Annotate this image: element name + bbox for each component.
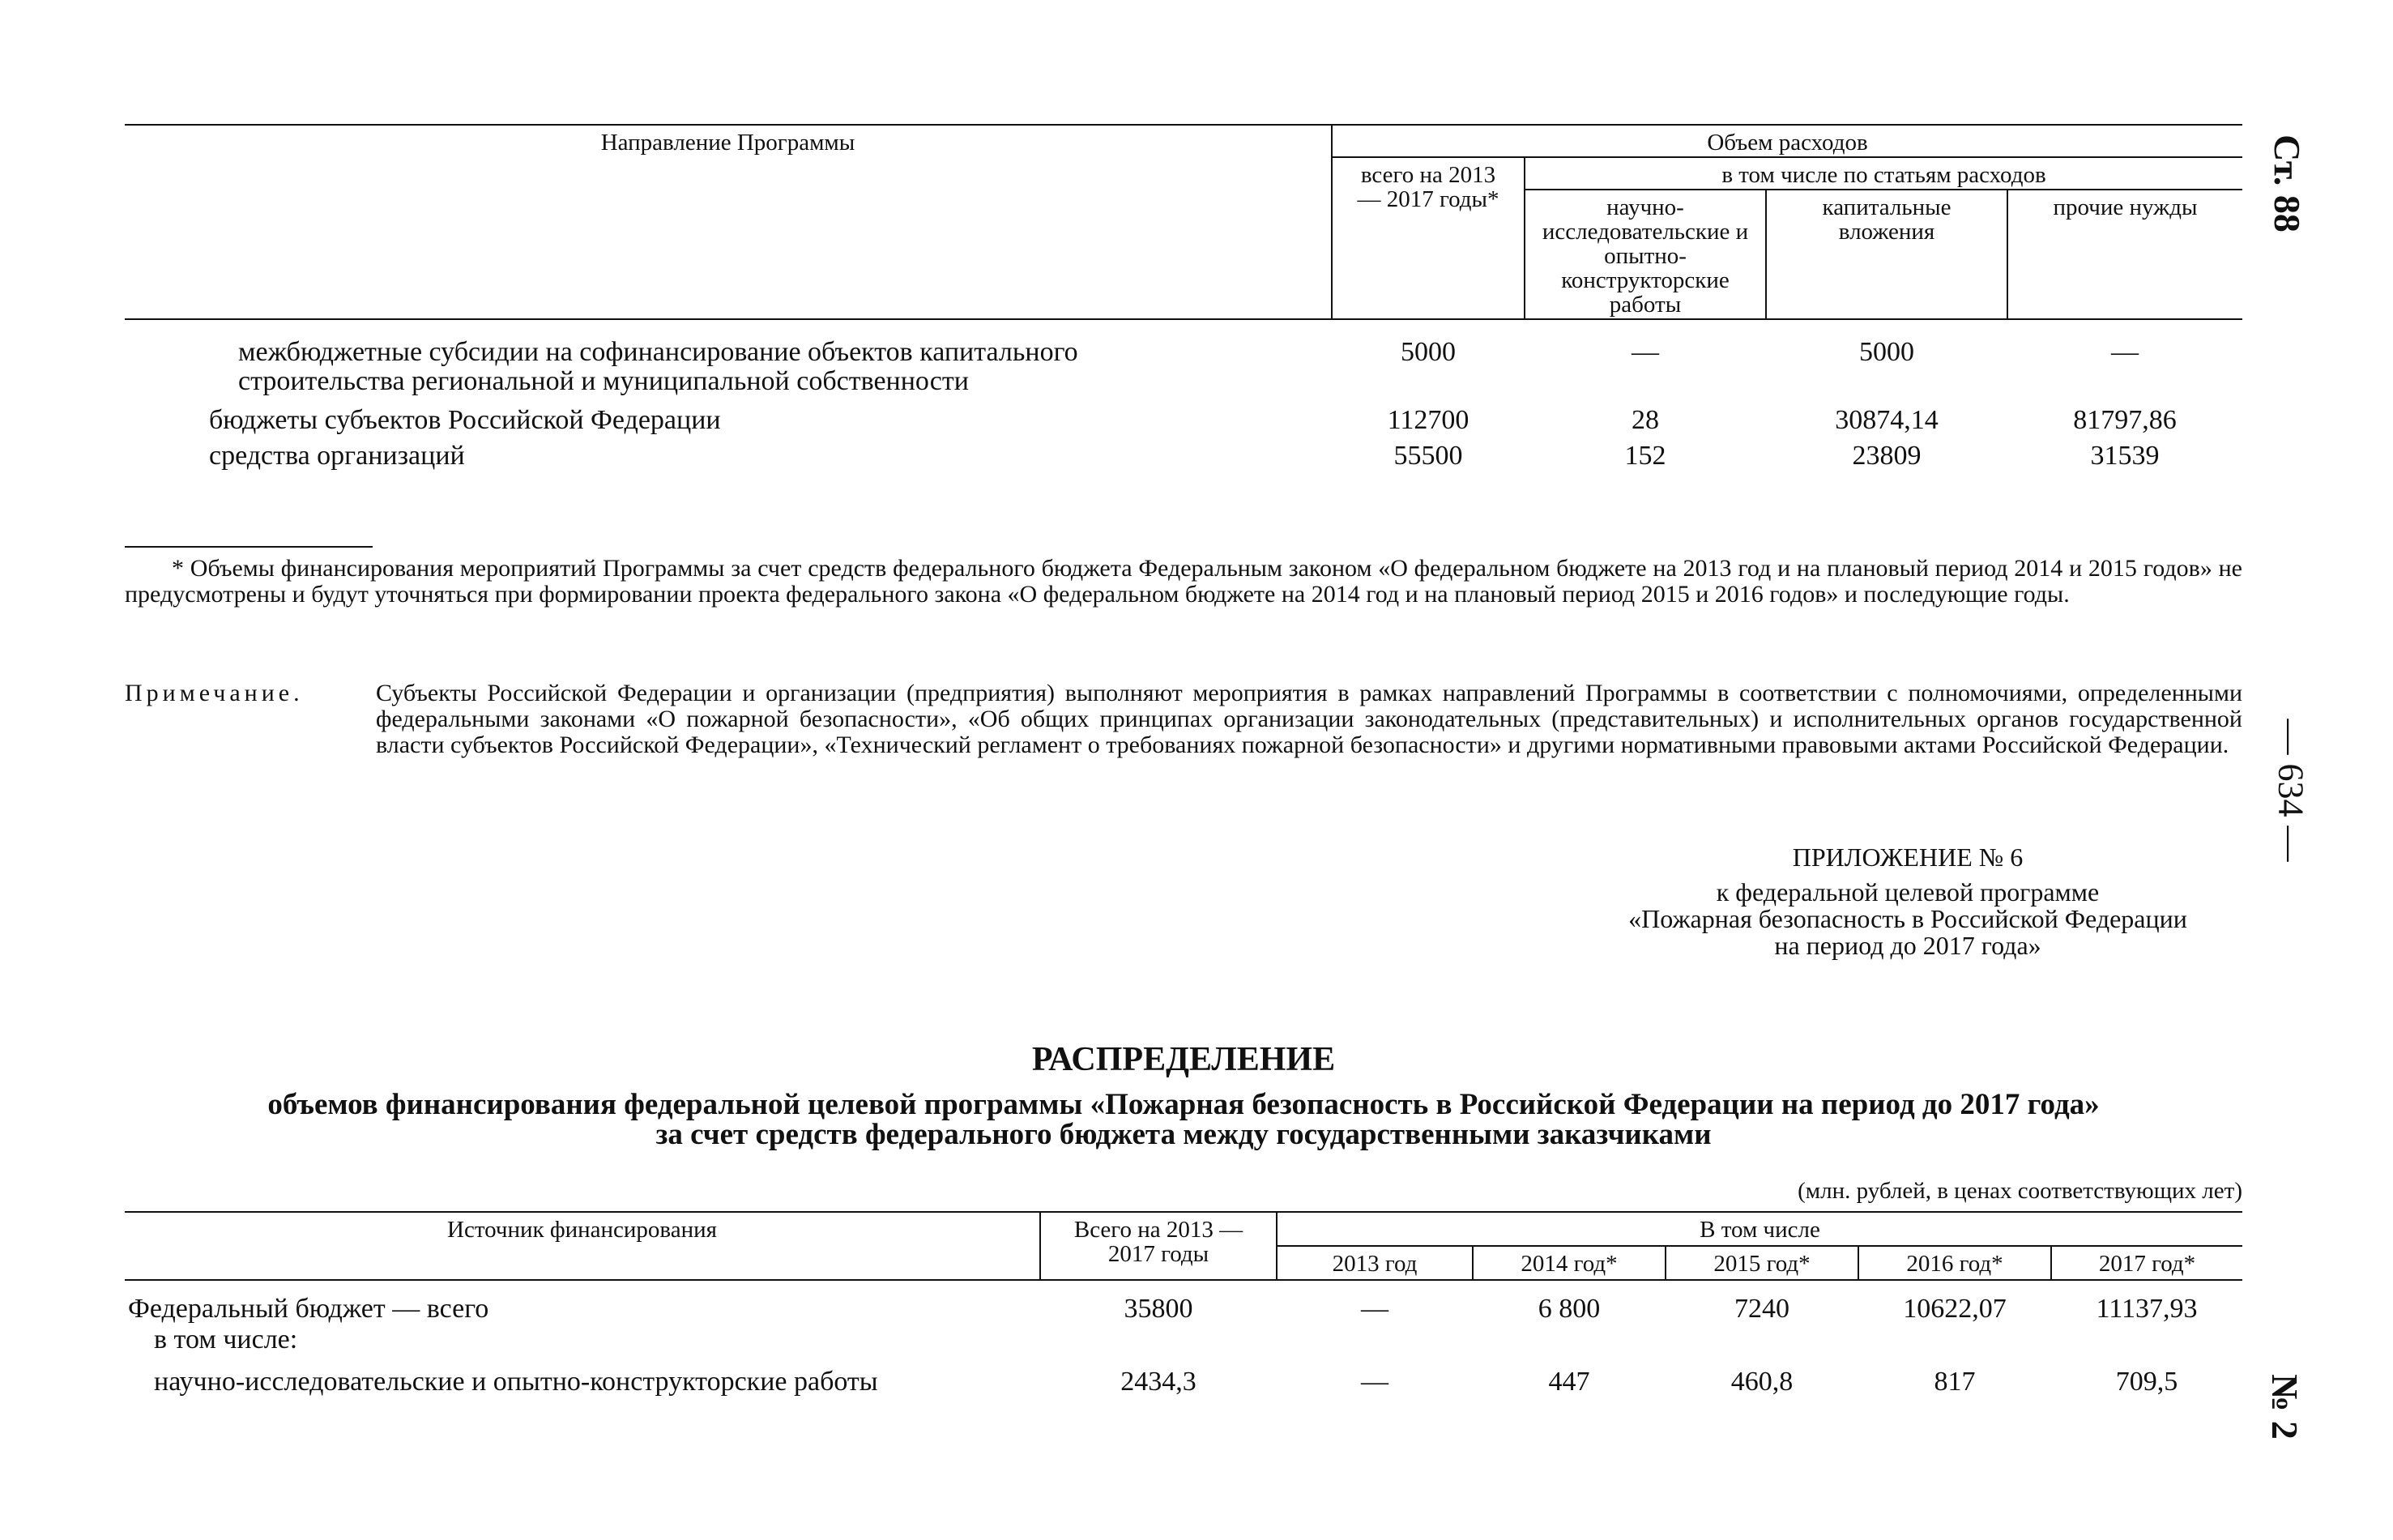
footnote: * Объемы финансирования мероприятий Программы за счет средств федерального бюджета Федеральным законом «О федеральном бюджете на 2013 год и на плановый период 2014 и 2015 годов» не предусмотрены и будут уточняться при формировании проекта федерального закона «О федеральном бюджете на 2014 год и на плановый период 2015 и 2016 годов» и последующие годы.: [125, 555, 2242, 608]
cell-2013: —: [1361, 1294, 1388, 1324]
col-source: Источник финансирования: [125, 1212, 1040, 1280]
cell-2017: 709,5: [2115, 1367, 2178, 1397]
row-name: межбюджетные субсидии на софинансирование объектов капитального строительства региональной и муниципальной собственности: [238, 337, 1078, 396]
cell-rnd: —: [1632, 337, 1659, 367]
row-name: средства организаций: [209, 441, 465, 471]
cell-total: 5000: [1401, 337, 1456, 367]
note-label: Примечание.: [125, 680, 304, 706]
col-including: В том числе: [1277, 1212, 2242, 1246]
cell-2014: 6 800: [1538, 1294, 1601, 1324]
table-row: [125, 435, 2242, 471]
col-volume: Объем расходов: [1332, 125, 2242, 157]
col-2016: 2016 год*: [1858, 1246, 2051, 1280]
appendix-line: на период до 2017 года»: [1774, 931, 2041, 960]
col-including: в том числе по статьям расходов: [1525, 157, 2242, 190]
col-other: прочие нужды: [2007, 190, 2242, 319]
cell-total: 112700: [1387, 405, 1469, 435]
cell-rnd: 28: [1632, 405, 1659, 435]
cell-2016: 817: [1934, 1367, 1976, 1397]
heading-main: РАСПРЕДЕЛЕНИЕ: [1031, 1041, 1336, 1078]
cell-capital: 30874,14: [1835, 405, 1939, 435]
cell-rnd: 152: [1624, 441, 1666, 471]
table-row: [125, 1355, 2242, 1397]
expense-table: [125, 124, 2242, 471]
cell-2017: [2051, 1325, 2242, 1355]
table-row: [125, 1280, 2242, 1325]
cell-other: 81797,86: [2073, 405, 2177, 435]
footnote-separator: [125, 546, 373, 548]
cell-2014: 447: [1548, 1367, 1590, 1397]
table-row: [125, 319, 2242, 396]
cell-2014: [1473, 1325, 1666, 1355]
cell-other: —: [2111, 337, 2139, 367]
row-name: бюджеты субъектов Российской Федерации: [209, 405, 721, 435]
col-capital: капитальные вложения: [1766, 190, 2007, 319]
table-row: [125, 396, 2242, 435]
cell-capital: 23809: [1852, 441, 1922, 471]
cell-total: [1040, 1325, 1277, 1355]
appendix-line: «Пожарная безопасность в Российской Федерации: [1628, 904, 2187, 933]
page-section-label: Ст. 88: [2266, 134, 2308, 232]
appendix-line: к федеральной целевой программе: [1716, 877, 2100, 907]
appendix-title: ПРИЛОЖЕНИЕ № 6: [1792, 843, 2024, 872]
cell-2015: 460,8: [1730, 1367, 1794, 1397]
cell-2015: 7240: [1734, 1294, 1789, 1324]
cell-2016: [1858, 1325, 2051, 1355]
cell-2016: 10622,07: [1903, 1294, 2007, 1324]
cell-other: 31539: [2090, 441, 2160, 471]
page-number: — 634 —: [2271, 719, 2311, 862]
table-row: [125, 1325, 2242, 1355]
col-rnd: научно-исследовательские и опытно-конструкторские работы: [1525, 190, 1766, 319]
cell-2013: —: [1361, 1367, 1388, 1397]
note-text: Субъекты Российской Федерации и организации (предприятия) выполняют мероприятия в рамках направлений Программы в соответствии с полномочиями, определенными федеральными законами «О пожарной безопасности», «Об общих принципах организации законодательных (представительных) и исполнительных органов государственной власти субъектов Российской Федерации», «Технический регламент о требованиях пожарной безопасности» и другими нормативными правовыми актами Российской Федерации.: [376, 680, 2242, 758]
cell-2013: [1277, 1325, 1473, 1355]
col-2014: 2014 год*: [1473, 1246, 1666, 1280]
cell-capital: 5000: [1859, 337, 1914, 367]
col-total: Всего на 2013 — 2017 годы: [1040, 1212, 1277, 1280]
col-2013: 2013 год: [1277, 1246, 1473, 1280]
col-2017: 2017 год*: [2051, 1246, 2242, 1280]
units-note: (млн. рублей, в ценах соответствующих лет): [1798, 1178, 2242, 1204]
cell-2015: [1666, 1325, 1858, 1355]
heading-sub: [125, 1090, 2242, 1150]
col-direction: Направление Программы: [125, 125, 1332, 319]
distribution-table: [125, 1211, 2242, 1397]
col-2015: 2015 год*: [1666, 1246, 1858, 1280]
cell-2017: 11137,93: [2096, 1294, 2198, 1324]
appendix-block: [1588, 844, 2228, 959]
row-name: научно-исследовательские и опытно-конструкторские работы: [154, 1367, 878, 1397]
cell-total: 55500: [1393, 441, 1463, 471]
row-name: Федеральный бюджет — всего: [128, 1294, 489, 1324]
cell-total: 2434,3: [1120, 1367, 1196, 1397]
col-total: всего на 2013 — 2017 годы*: [1332, 157, 1525, 319]
heading-sub-line: объемов финансирования федеральной целевой программы «Пожарная безопасность в Российской Федерации на период до 2017 года»: [267, 1088, 2100, 1121]
cell-total: 35800: [1124, 1294, 1193, 1324]
issue-number: № 2: [2263, 1374, 2306, 1440]
heading-sub-line: за счет средств федерального бюджета между государственными заказчиками: [655, 1118, 1712, 1151]
row-name: в том числе:: [154, 1325, 298, 1354]
